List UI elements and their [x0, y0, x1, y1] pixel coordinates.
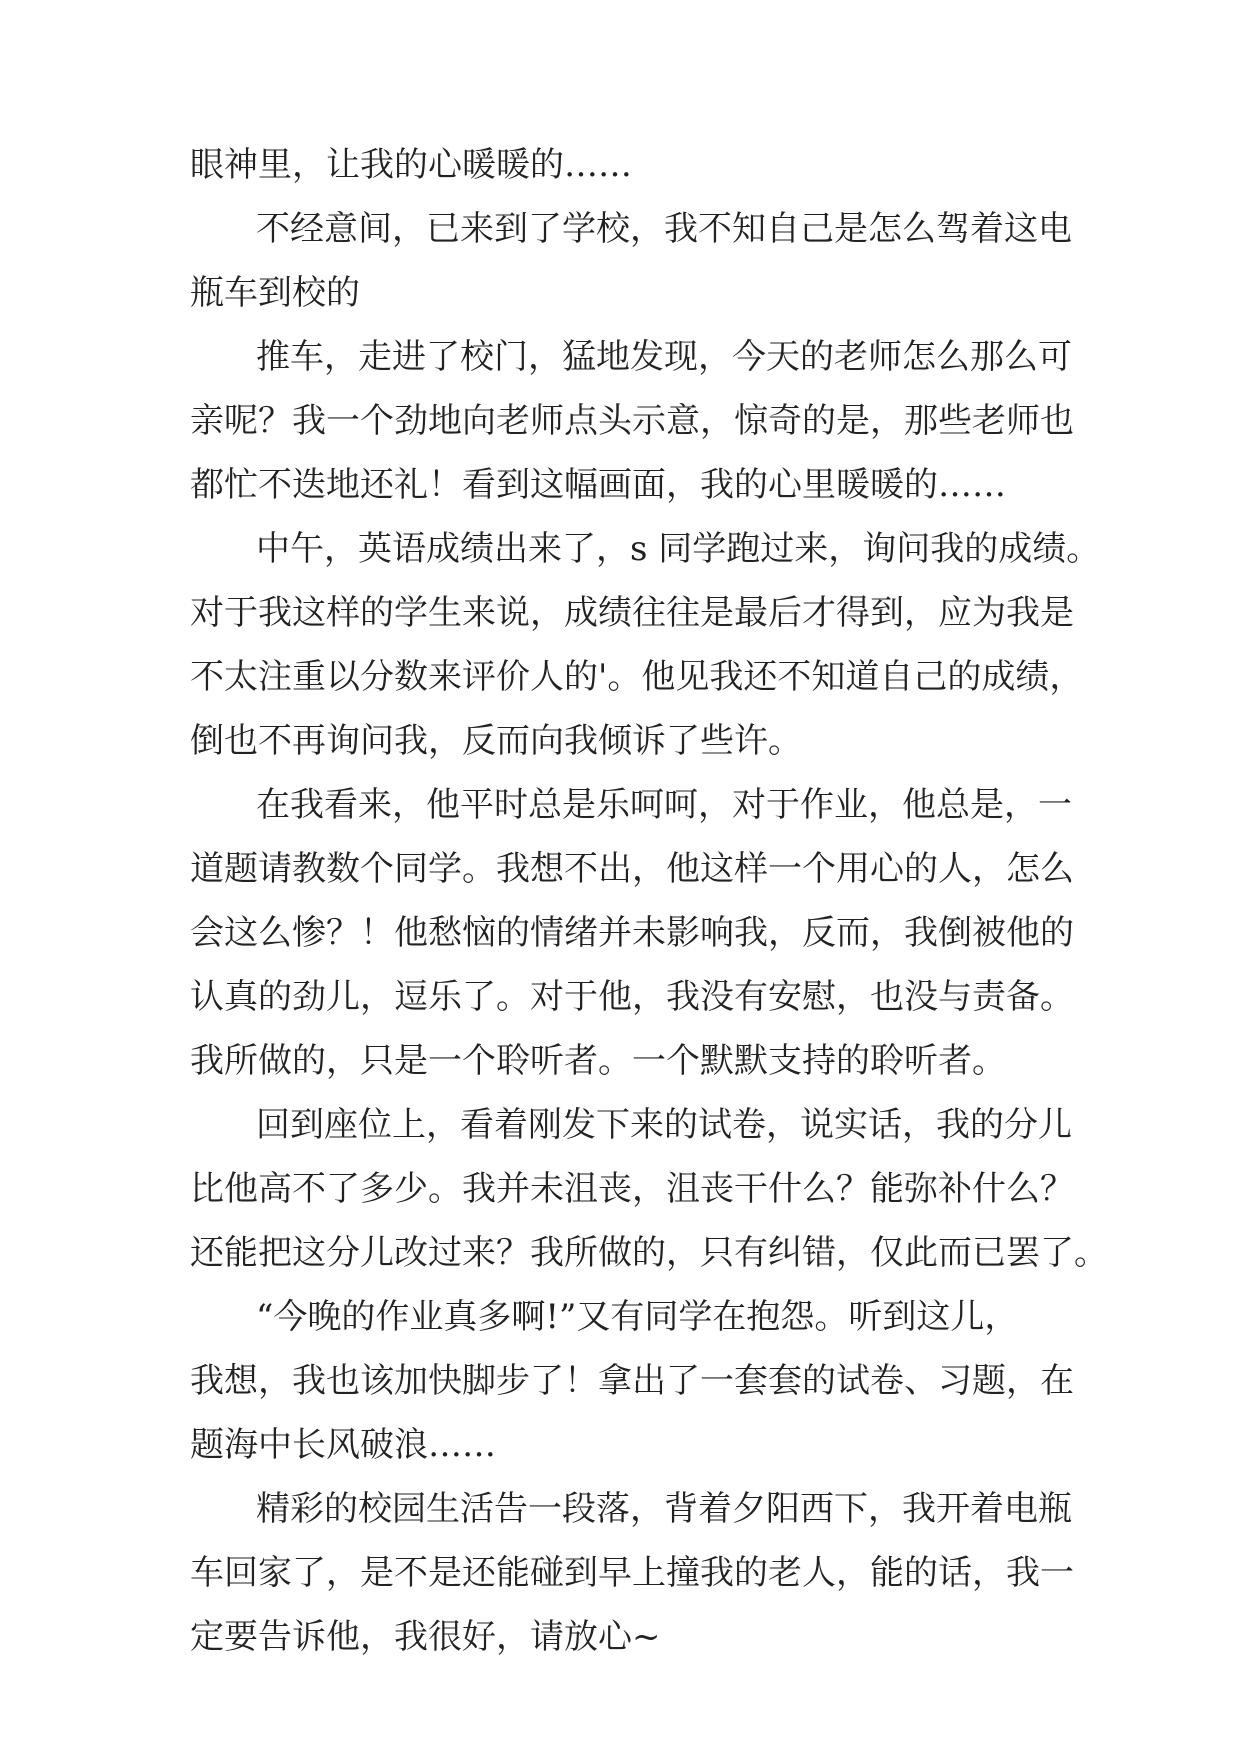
- text-line: 认真的劲儿，逗乐了。对于他，我没有安慰，也没与责备。: [190, 977, 1074, 1017]
- text-line: 题海中长风破浪……: [190, 1425, 496, 1465]
- text-line: 眼神里，让我的心暖暖的……: [190, 145, 632, 185]
- paragraph-start-line: 不经意间，已来到了学校，我不知自己是怎么驾着这电: [256, 209, 1072, 249]
- paragraph-start-line: 推车，走进了校门，猛地发现，今天的老师怎么那么可: [256, 337, 1072, 377]
- paragraph-start-line: 在我看来，他平时总是乐呵呵，对于作业，他总是，一: [256, 785, 1072, 825]
- text-line: 还能把这分儿改过来？我所做的，只有纠错，仅此而已罢了。: [190, 1233, 1108, 1273]
- text-line: 会这么惨？！他愁恼的情绪并未影响我，反而，我倒被他的: [190, 913, 1074, 953]
- text-line: 倒也不再询问我，反而向我倾诉了些许。: [190, 721, 802, 761]
- text-line: 亲呢？我一个劲地向老师点头示意，惊奇的是，那些老师也: [190, 401, 1074, 441]
- paragraph-start-line: “今晚的作业真多啊!”又有同学在抱怨。听到这儿，: [256, 1297, 1019, 1337]
- text-line: 对于我这样的学生来说，成绩往往是最后才得到，应为我是: [190, 593, 1074, 633]
- text-line: 不太注重以分数来评价人的'。他见我还不知道自己的成绩，: [190, 657, 1084, 697]
- text-line: 车回家了，是不是还能碰到早上撞我的老人，能的话，我一: [190, 1553, 1074, 1593]
- text-line: 比他高不了多少。我并未沮丧，沮丧干什么？能弥补什么？: [190, 1169, 1074, 1209]
- paragraph-start-line: 中午，英语成绩出来了，s 同学跑过来，询问我的成绩。: [256, 529, 1101, 569]
- text-line: 我所做的，只是一个聆听者。一个默默支持的聆听者。: [190, 1041, 1006, 1081]
- text-line: 都忙不迭地还礼！看到这幅画面，我的心里暖暖的……: [190, 465, 1006, 505]
- paragraph-start-line: 精彩的校园生活告一段落，背着夕阳西下，我开着电瓶: [256, 1489, 1072, 1529]
- text-line: 道题请教数个同学。我想不出，他这样一个用心的人，怎么: [190, 849, 1074, 889]
- text-line: 我想，我也该加快脚步了！拿出了一套套的试卷、习题，在: [190, 1361, 1074, 1401]
- text-line: 定要告诉他，我很好，请放心~: [190, 1617, 661, 1657]
- paragraph-start-line: 回到座位上，看着刚发下来的试卷，说实话，我的分儿: [256, 1105, 1072, 1145]
- text-line: 瓶车到校的: [190, 273, 360, 313]
- essay-body: [190, 145, 1108, 1684]
